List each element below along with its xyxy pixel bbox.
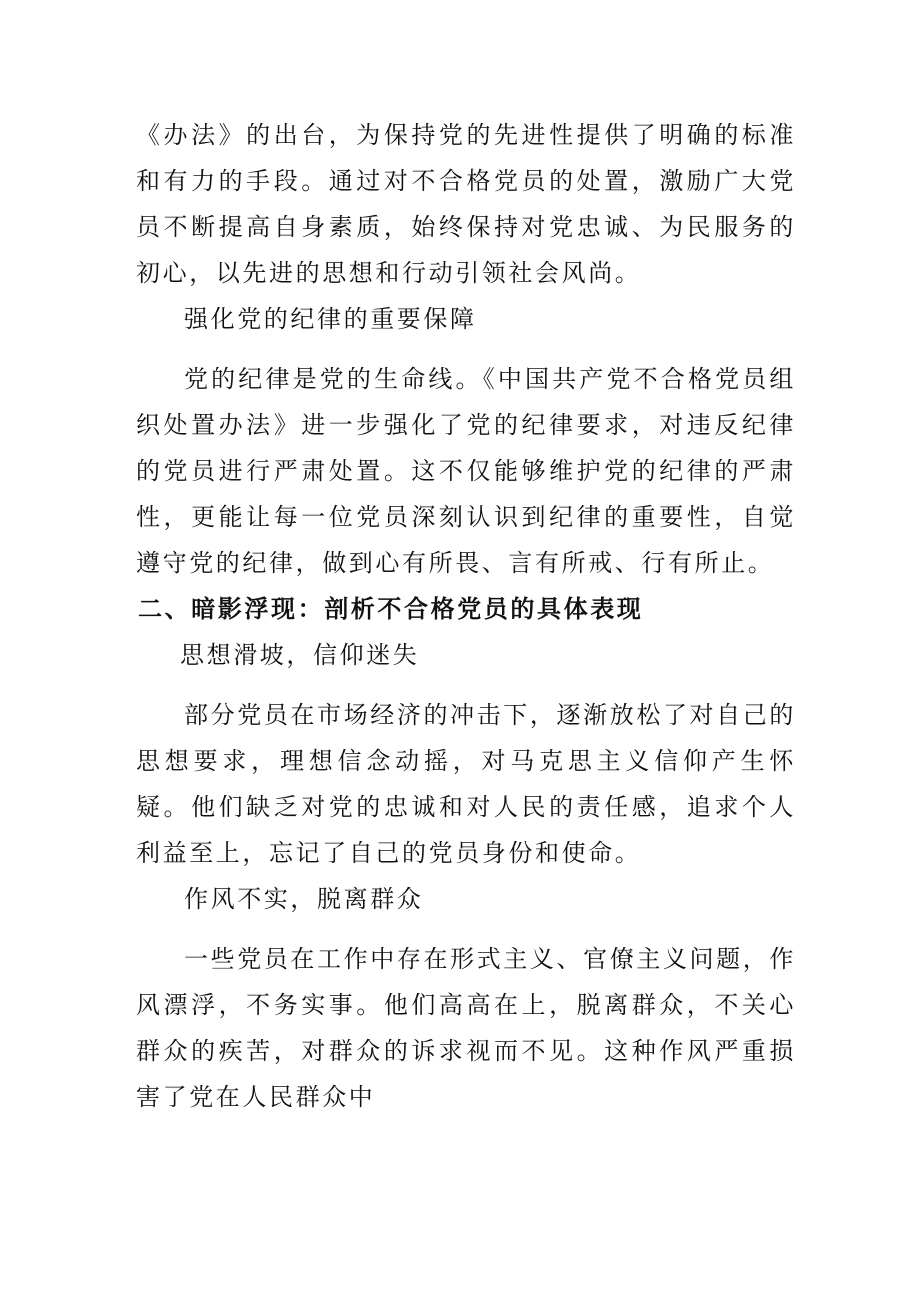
paragraph-ideology: 部分党员在市场经济的冲击下，逐渐放松了对自己的思想要求，理想信念动摇，对马克思主义信仰产生怀疑。他们缺乏对党的忠诚和对人民的责任感，追求个人利益至上，忘记了自己的党员身份和使命。 [136, 701, 796, 867]
document-page [136, 112, 796, 1120]
paragraph-standards: 《办法》的出台，为保持党的先进性提供了明确的标准和有力的手段。通过对不合格党员的处置，激励广大党员不断提高自身素质，始终保持对党忠诚、为民服务的初心，以先进的思想和行动引领社会风尚。 [136, 121, 796, 287]
paragraph-discipline: 党的纪律是党的生命线。《中国共产党不合格党员组织处置办法》进一步强化了党的纪律要求，对违反纪律的党员进行严肃处置。这不仅能够维护党的纪律的严肃性，更能让每一位党员深刻认识到纪律的重要性，自觉遵守党的纪律，做到心有所畏、言有所戒、行有所止。 [136, 365, 796, 577]
subheading-work-style: 作风不实，脱离群众 [184, 885, 424, 913]
subheading-ideology: 思想滑坡，信仰迷失 [180, 641, 420, 669]
section-heading-two: 二、暗影浮现：剖析不合格党员的具体表现 [138, 595, 644, 623]
paragraph-work-style: 一些党员在工作中存在形式主义、官僚主义问题，作风漂浮，不务实事。他们高高在上，脱离群众，不关心群众的疾苦，对群众的诉求视而不见。这种作风严重损害了党在人民群众中 [136, 945, 796, 1111]
subheading-discipline: 强化党的纪律的重要保障 [184, 305, 477, 333]
